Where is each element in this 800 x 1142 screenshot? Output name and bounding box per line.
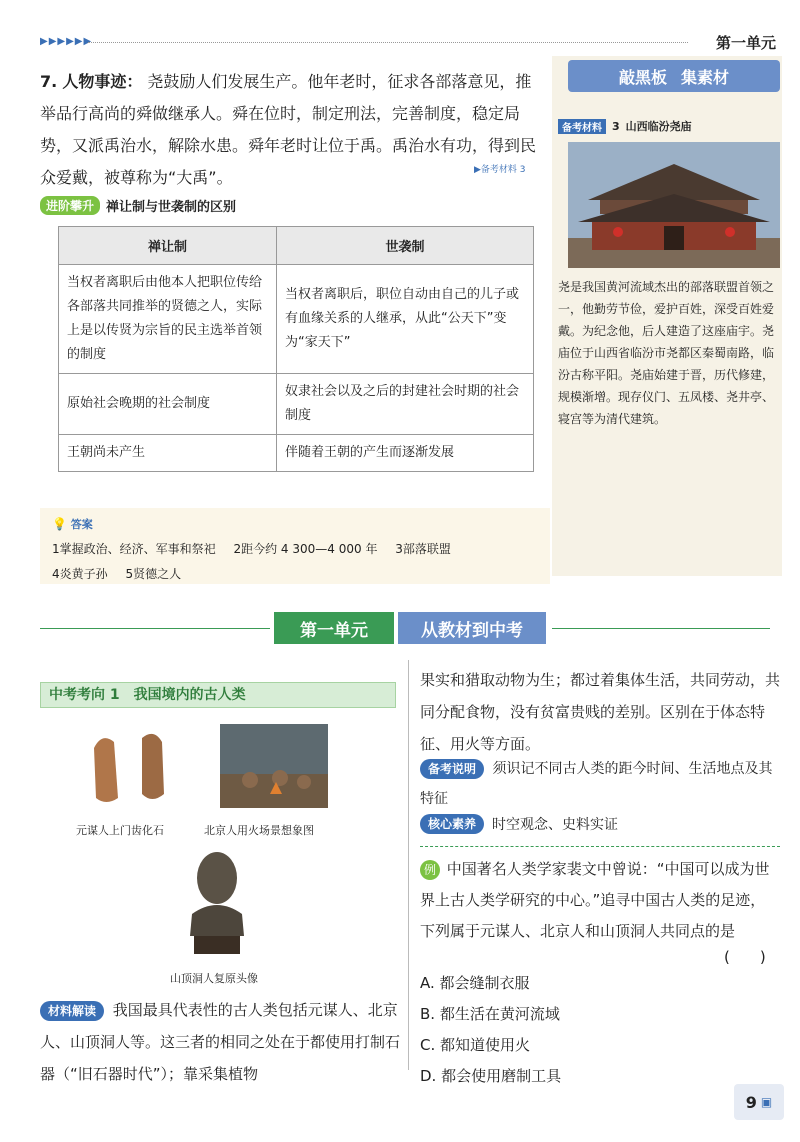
interp-continued: 果实和猎取动物为生；都过着集体生活，共同劳动，共同分配食物，没有贫富贵贱的差别。区别在于体态特征、用火等方面。 (420, 671, 781, 753)
panel-heading (568, 60, 780, 92)
example-mark-icon: 例 (420, 860, 440, 880)
answer-item: 5贤德之人 (125, 567, 182, 581)
option-c[interactable]: C. 都知道使用火 (420, 1036, 531, 1054)
interp-label: 材料解读 (40, 1001, 104, 1021)
page-number-text: 9 (745, 1092, 757, 1112)
answer-parentheses: ( ) (724, 948, 766, 966)
material-tag: 备考材料 (558, 119, 606, 134)
banner-line-left (40, 628, 270, 629)
answer-box (40, 508, 550, 584)
material-number: 3 (612, 119, 620, 133)
header-title: 第一单元 (716, 34, 777, 52)
section-keyword: 人物事迹： (62, 72, 143, 91)
advanced-title: 禅让制与世袭制的区别 (106, 200, 237, 215)
section-number: 7. (40, 72, 58, 91)
exam-heading: 中考考向 1 我国境内的古人类 (40, 682, 396, 708)
panel-subheading (558, 118, 692, 134)
dashed-separator (420, 846, 780, 847)
table-cell: 奴隶社会以及之后的封建社会时期的社会制度 (277, 374, 534, 435)
panel-title-a: 敲黑板 (618, 67, 667, 87)
column-divider (408, 660, 409, 1070)
advanced-tag: 进阶攀升 (40, 196, 100, 215)
unit-banner-left: 第一单元 (274, 612, 394, 644)
section-text: 尧鼓励人们发展生产。他年老时，征求各部落意见，推举品行高尚的舜做继承人。舜在位时，制定刑法，完善制度，稳定局势，又派禹治水，解除水患。舜年老时让位于禹。禹治水有功，得到民众爱戴，被尊称为“大禹”。 (40, 72, 537, 187)
comparison-table (58, 226, 534, 472)
header-arrows: ▶▶▶▶▶▶ (40, 36, 93, 47)
answer-item: 3部落联盟 (395, 542, 451, 556)
table-row (59, 374, 534, 435)
book-icon: ▣ (760, 1095, 773, 1109)
material-interpretation (40, 994, 400, 1090)
note-text: 须识记不同古人类的距今时间、生活地点及其特征 (420, 761, 773, 807)
table-cell: 原始社会晚期的社会制度 (59, 374, 277, 435)
core-literacy (420, 814, 618, 834)
core-text: 时空观念、史料实证 (492, 817, 619, 833)
banner-line-right (552, 628, 770, 629)
advanced-heading (40, 196, 236, 215)
table-header: 禅让制 (59, 227, 277, 265)
options (420, 968, 561, 1092)
table-row (59, 265, 534, 374)
table-row (59, 435, 534, 472)
answer-item: 4炎黄子孙 (52, 567, 108, 581)
table-header: 世袭制 (277, 227, 534, 265)
unit-banner-right: 从教材到中考 (398, 612, 546, 644)
answer-item: 2距今约 4 300—4 000 年 (233, 542, 378, 556)
table-cell: 王朝尚未产生 (59, 435, 277, 472)
note-label: 备考说明 (420, 759, 484, 779)
table-cell: 伴随着王朝的产生而逐渐发展 (277, 435, 534, 472)
exam-note (420, 754, 780, 814)
option-b[interactable]: B. 都生活在黄河流域 (420, 1005, 560, 1023)
teeth-fossil-image (82, 728, 182, 808)
fire-scene-image (220, 724, 328, 808)
core-label: 核心素养 (420, 814, 484, 834)
section-7 (40, 66, 540, 194)
page-number (734, 1084, 784, 1120)
caption-bust: 山顶洞人复原头像 (170, 972, 258, 985)
bulb-icon: 💡 (52, 517, 67, 531)
table-cell: 当权者离职后，职位自动由自己的儿子或有血缘关系的人继承，从此“公天下”变为“家天下” (277, 265, 534, 374)
panel-title-b: 集素材 (681, 67, 730, 87)
table-cell: 当权者离职后由他本人把职位传给各部落共同推举的贤德之人，实际上是以传贤为宗旨的民主选举首领的制度 (59, 265, 277, 374)
panel-text: 尧是我国黄河流域杰出的部落联盟首领之一，他勤劳节俭，爱护百姓，深受百姓爱戴。为纪念他，后人建造了这座庙宇。尧庙位于山西省临汾市尧都区秦蜀南路，临汾古称平阳。尧庙始建于晋，历代修建，规模渐增。现存仪门、五凤楼、尧井亭、寝宫等为清代建筑。 (558, 280, 775, 426)
material-title: 山西临汾尧庙 (625, 120, 692, 133)
answer-label: 答案 (70, 518, 93, 531)
caption-teeth: 元谋人上门齿化石 (76, 824, 164, 837)
option-a[interactable]: A. 都会缝制衣服 (420, 974, 530, 992)
bust-image (180, 844, 254, 956)
caption-fire: 北京人用火场景想象图 (204, 824, 314, 837)
question (420, 854, 780, 947)
temple-image (568, 142, 780, 268)
ref-link[interactable]: ▶备考材料 3 (474, 165, 526, 175)
option-d[interactable]: D. 都会使用磨制工具 (420, 1067, 562, 1085)
header-divider (88, 42, 688, 43)
question-text: 中国著名人类学家裴文中曾说：“中国可以成为世界上古人类学研究的中心。”追寻中国古人类的足迹，下列属于元谋人、北京人和山顶洞人共同点的是 (420, 860, 770, 940)
answer-item: 1掌握政治、经济、军事和祭祀 (52, 542, 216, 556)
interp-text: 我国最具代表性的古人类包括元谋人、北京人、山顶洞人等。这三者的相同之处在于都使用打制石器（“旧石器时代”）；靠采集植物 (40, 1001, 401, 1083)
